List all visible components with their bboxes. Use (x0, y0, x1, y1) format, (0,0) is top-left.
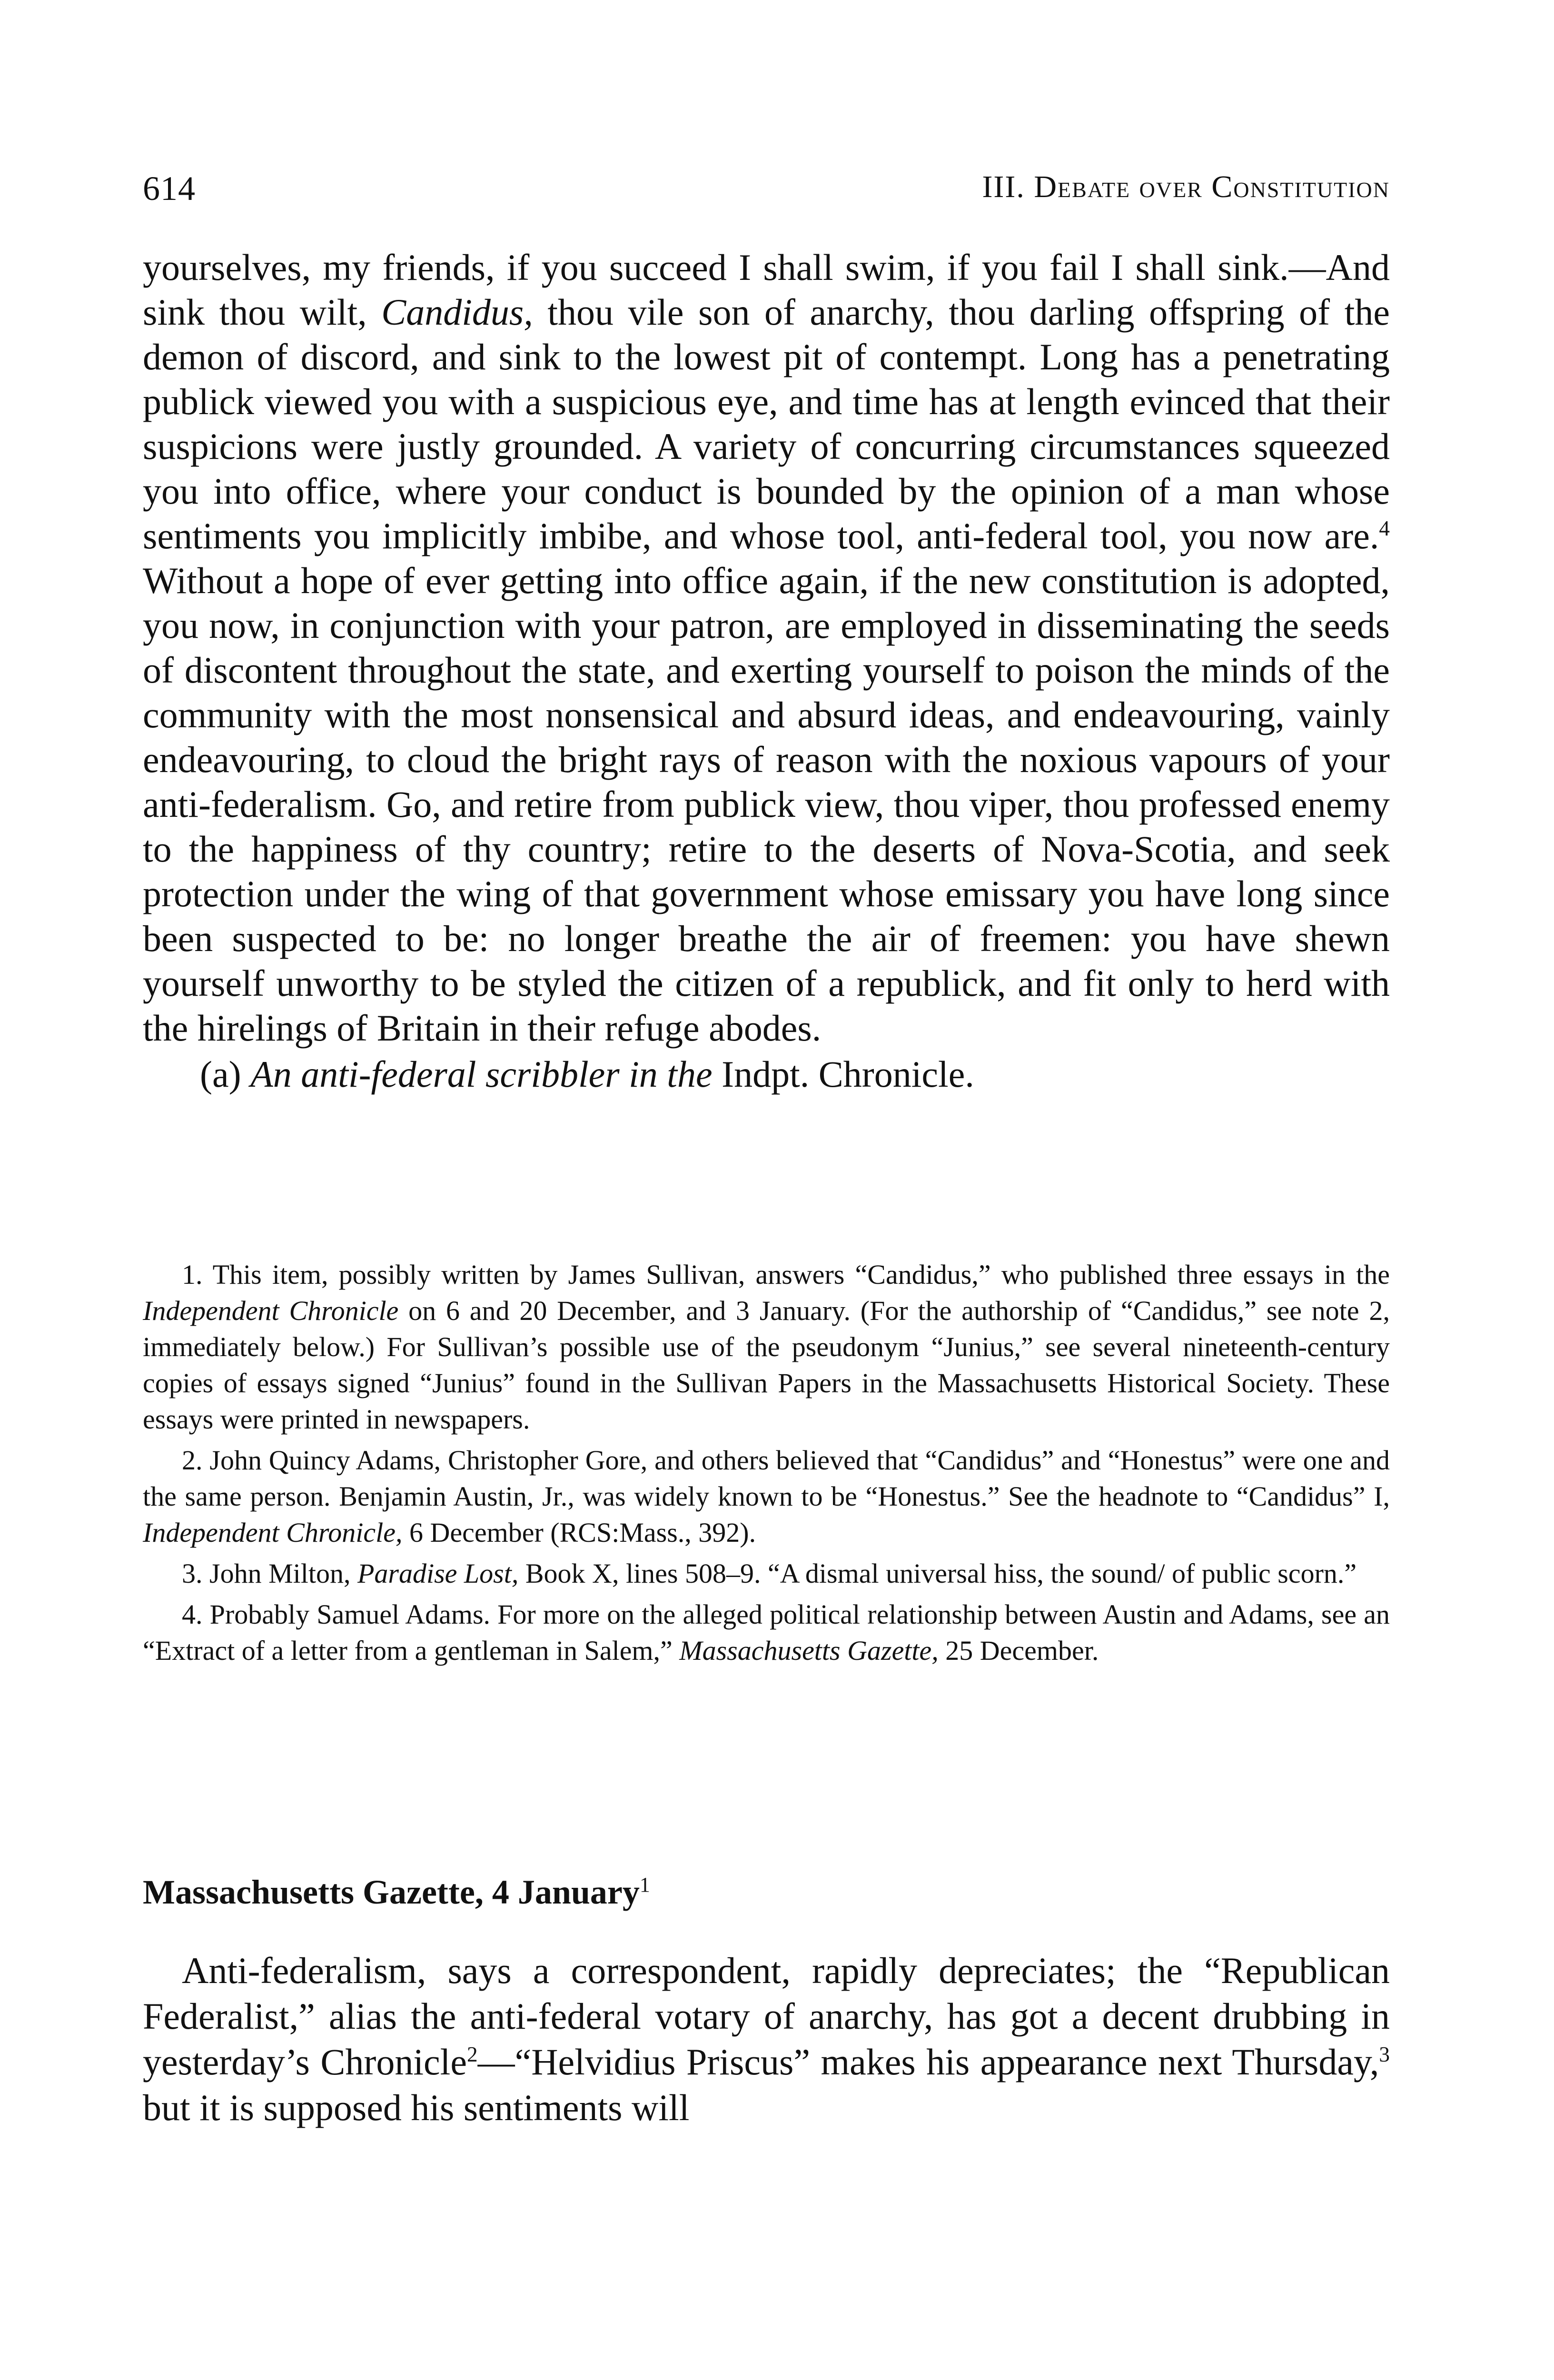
text-run: yourselves, my friends, if you succeed I shall swim, if you fail I shall sink.—And sink thou wilt, (143, 247, 1390, 333)
footnote-2 (143, 1442, 1390, 1551)
text-run-italic: Paradise Lost, (357, 1558, 519, 1589)
text-run: thou vile son of anarchy, thou darling offspring of the demon of discord, and sink to the lowest pit of contempt. Long has a penetrating publick viewed you with a suspicious eye, and time has at length evinced that their suspicions were justly grounded. A variety of concurring circumstances squeezed you into office, where your conduct is bounded by the opinion of a man whose sentiments you implicitly imbibe, and whose tool, anti-federal tool, you now are. (143, 291, 1390, 556)
footnote-ref: 2 (466, 2043, 478, 2066)
running-head: III. Debate over Constitution (982, 169, 1390, 204)
text-run: but it is supposed his sentiments will (143, 2087, 690, 2128)
text-run: 6 December (RCS:Mass., 392). (402, 1517, 756, 1548)
text-run: 1. This item, possibly written by James Sullivan, answers “Candidus,” who published three essays in the (182, 1259, 1390, 1290)
footnote-1 (143, 1257, 1390, 1438)
section-title (143, 1871, 1390, 1914)
signature-source: Indpt. Chronicle. (712, 1053, 974, 1095)
section-paragraph (143, 1948, 1390, 2131)
text-run: 4. Probably Samuel Adams. For more on the alleged political relationship between Austin and Adams, see an “Extract of a letter from a gentleman in Salem,” (143, 1599, 1390, 1666)
signature-label: (a) (200, 1053, 251, 1095)
section-title-text: Massachusetts Gazette, 4 January (143, 1873, 640, 1911)
footnote-4 (143, 1597, 1390, 1669)
footnote-ref: 3 (1379, 2043, 1390, 2066)
text-run: Without a hope of ever getting into office again, if the new constitution is adopted, you now, in conjunction with your patron, are employed in disseminating the seeds of discontent throughout the state, and exerting yourself to poison the minds of the community with the most nonsensical and absurd ideas, and endeavouring, vainly endeavouring, to cloud the bright rays of reason with the noxious vapours of your anti-federalism. Go, and retire from publick view, thou viper, thou professed enemy to the happiness of thy country; retire to the deserts of Nova-Scotia, and seek protection under the wing of that government whose emissary you have long since been suspected to be: no longer breathe the air of freemen: you have shewn yourself unworthy to be styled the citizen of a republick, and fit only to herd with the hirelings of Britain in their refuge abodes. (143, 560, 1390, 1049)
signature-italic: An anti-federal scribbler in the (250, 1053, 713, 1095)
text-run: —“Helvidius Priscus” makes his appearance next Thursday, (477, 2041, 1379, 2082)
page-header (143, 169, 1390, 221)
text-run-italic: Independent Chronicle, (143, 1517, 403, 1548)
signature-line (143, 1051, 1390, 1098)
text-run-italic: Independent Chronicle (143, 1295, 399, 1326)
text-run: Anti-federalism, says a correspondent, rapidly depreciates; the “Republican Federalist,” alias the anti-federal votary of anarchy, has got a decent drubbing in yesterday’s Chronicle (143, 1950, 1390, 2082)
footnote-3 (143, 1556, 1390, 1592)
text-run: 2. John Quincy Adams, Christopher Gore, and others believed that “Candidus” and “Honestus” were one and the same person. Benjamin Austin, Jr., was widely known to be “Honestus.” See the headnote to “Candidus” I, (143, 1445, 1390, 1512)
footnotes (143, 1257, 1390, 1674)
footnote-ref: 1 (639, 1873, 650, 1896)
page-number: 614 (143, 169, 196, 208)
footnote-ref: 4 (1379, 516, 1390, 540)
text-run-italic: Candidus, (381, 291, 533, 333)
main-text (143, 245, 1390, 1098)
body-paragraph (143, 245, 1390, 1051)
text-run-italic: Massachusetts Gazette, (679, 1635, 939, 1666)
text-run: 25 December. (938, 1635, 1099, 1666)
text-run: on 6 and 20 December, and 3 January. (For the authorship of “Candidus,” see note 2, immediately below.) For Sullivan’s possible use of the pseudonym “Junius,” see several nineteenth-century copies of essays signed “Junius” found in the Sullivan Papers in the Massachusetts Historical Society. These essays were printed in newspapers. (143, 1295, 1390, 1435)
text-run: Book X, lines 508–9. “A dismal universal hiss, the sound/ of public scorn.” (518, 1558, 1357, 1589)
text-run: 3. John Milton, (182, 1558, 357, 1589)
new-section (143, 1871, 1390, 2131)
